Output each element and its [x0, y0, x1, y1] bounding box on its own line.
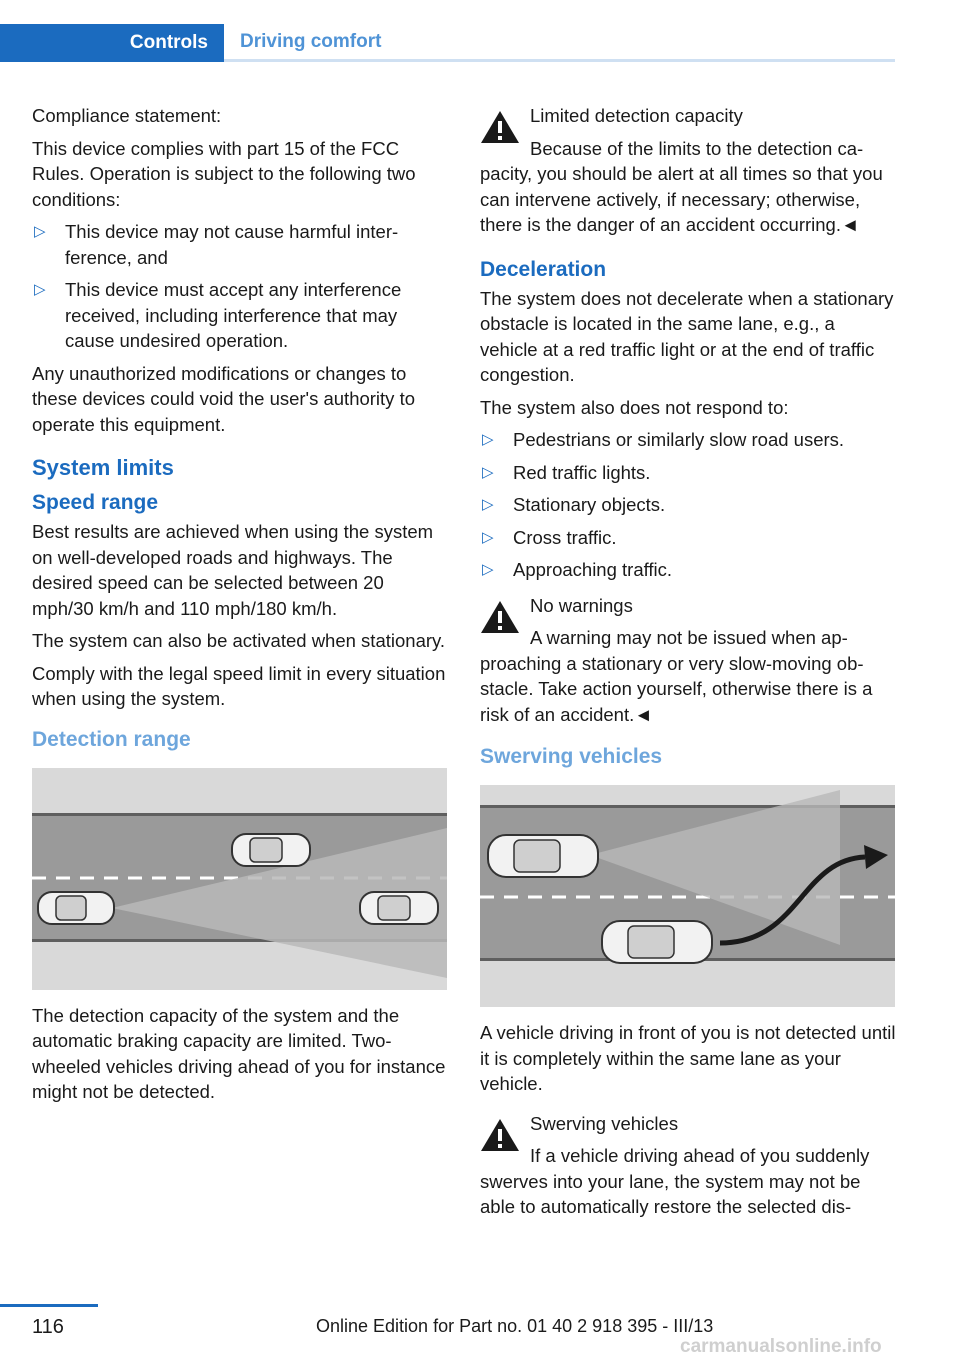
list-item: ▷ Stationary objects. [480, 492, 897, 518]
list-item: ▷ Red traffic lights. [480, 460, 897, 486]
list-item: ▷ Cross traffic. [480, 525, 897, 551]
triangle-bullet-icon: ▷ [482, 496, 494, 513]
car-icon [232, 834, 310, 866]
triangle-bullet-icon: ▷ [482, 431, 494, 448]
page-number-rule [0, 1304, 98, 1307]
swerving-svg [480, 785, 895, 1007]
triangle-bullet-icon: ▷ [34, 281, 46, 298]
watermark: carmanualsonline.info [680, 1336, 882, 1357]
detection-range-illustration [32, 768, 447, 990]
right-column [480, 103, 897, 1227]
compliance-title: Compliance statement: [32, 105, 222, 126]
no-response-list [480, 427, 897, 583]
list-item: ▷ This device may not cause harmful interference, and [34, 221, 399, 268]
warning-triangle-icon [480, 109, 520, 145]
tab-driving-comfort[interactable]: Driving comfort [240, 30, 382, 52]
list-item: ▷ Pedestrians or similarly slow road users. [480, 427, 897, 453]
header-rule [224, 59, 895, 62]
warning-title: Limited detection capacity [530, 105, 743, 126]
deceleration-text-2: The system also does not respond to: [480, 396, 789, 418]
deceleration-text-1: The system does not decelerate when a stationary obstacle is located in the same lane, e.g., a vehicle at a red traffic light or at the end of traffic congestion. [480, 287, 894, 385]
compliance-intro: This device complies with part 15 of the FCC Rules. Operation is subject to the following two conditions: [32, 137, 416, 210]
edition-text: Online Edition for Part no. 01 40 2 918 395 - III/13 [316, 1316, 714, 1336]
warning-swerving [480, 1111, 897, 1220]
detection-range-svg [32, 768, 447, 990]
speed-range-text-3: Comply with the legal speed limit in every situation when using the system. [32, 662, 446, 709]
swerving-heading: Swerving vehicles [480, 745, 663, 768]
speed-range-heading: Speed range [32, 491, 159, 514]
warning-body: Because of the limits to the detection capacity, you should be alert at all times so that you can intervene actively, if necessary; otherwise, there is the danger of an accident occurring.◄ [480, 137, 883, 235]
conditions-list [32, 219, 449, 354]
speed-range-text-1: Best results are achieved when using the system on well-developed roads and highways. The desired speed can be selected between 20 mph/30 km/h and 110 mph/180 km/h. [32, 521, 434, 619]
header-tabs [0, 24, 895, 62]
swerving-caption: A vehicle driving in front of you is not detected until it is completely within the same lane as your vehicle. [480, 1022, 896, 1094]
warning-triangle-icon [480, 599, 520, 635]
car-icon [38, 892, 114, 924]
list-item: ▷ This device must accept any interference received, including interference that may cause undesired operation. [34, 279, 402, 351]
car-icon [488, 835, 598, 877]
triangle-bullet-icon: ▷ [482, 561, 494, 578]
tab-controls[interactable]: Controls [0, 24, 224, 62]
page-number: 116 [32, 1316, 64, 1338]
detection-range-heading: Detection range [32, 727, 191, 751]
system-limits-heading: System limits [32, 455, 174, 480]
warning-title: Swerving vehicles [530, 1112, 679, 1134]
speed-range-text-2: The system can also be activated when stationary. [32, 630, 446, 651]
triangle-bullet-icon: ▷ [482, 528, 494, 546]
warning-title: No warnings [530, 594, 633, 616]
warning-triangle-icon [480, 1117, 520, 1153]
car-icon [360, 892, 438, 924]
left-column [32, 103, 449, 1112]
warning-body: A warning may not be issued when approaching a stationary or very slow-moving obstacle. Take action yourself, otherwise there is a risk of an accident.◄ [480, 627, 873, 725]
triangle-bullet-icon: ▷ [482, 463, 494, 481]
detection-caption: The detection capacity of the system and the automatic braking capacity are limited. Two-wheeled vehicles driving ahead of you for instance might not be detected. [32, 1004, 446, 1102]
list-item: ▷ Approaching traffic. [480, 557, 897, 583]
warning-body: If a vehicle driving ahead of you suddenly swerves into your lane, the system may not be able to automatically restore the selected dis- [480, 1145, 870, 1217]
car-icon [602, 921, 712, 963]
warning-no-warnings [480, 593, 897, 728]
warning-limited-detection [480, 103, 897, 238]
triangle-bullet-icon: ▷ [34, 223, 46, 240]
swerving-illustration [480, 785, 895, 1007]
deceleration-heading: Deceleration [480, 257, 607, 281]
modifications-text: Any unauthorized modifications or changes to these devices could void the user's authority to operate this equipment. [32, 362, 415, 435]
